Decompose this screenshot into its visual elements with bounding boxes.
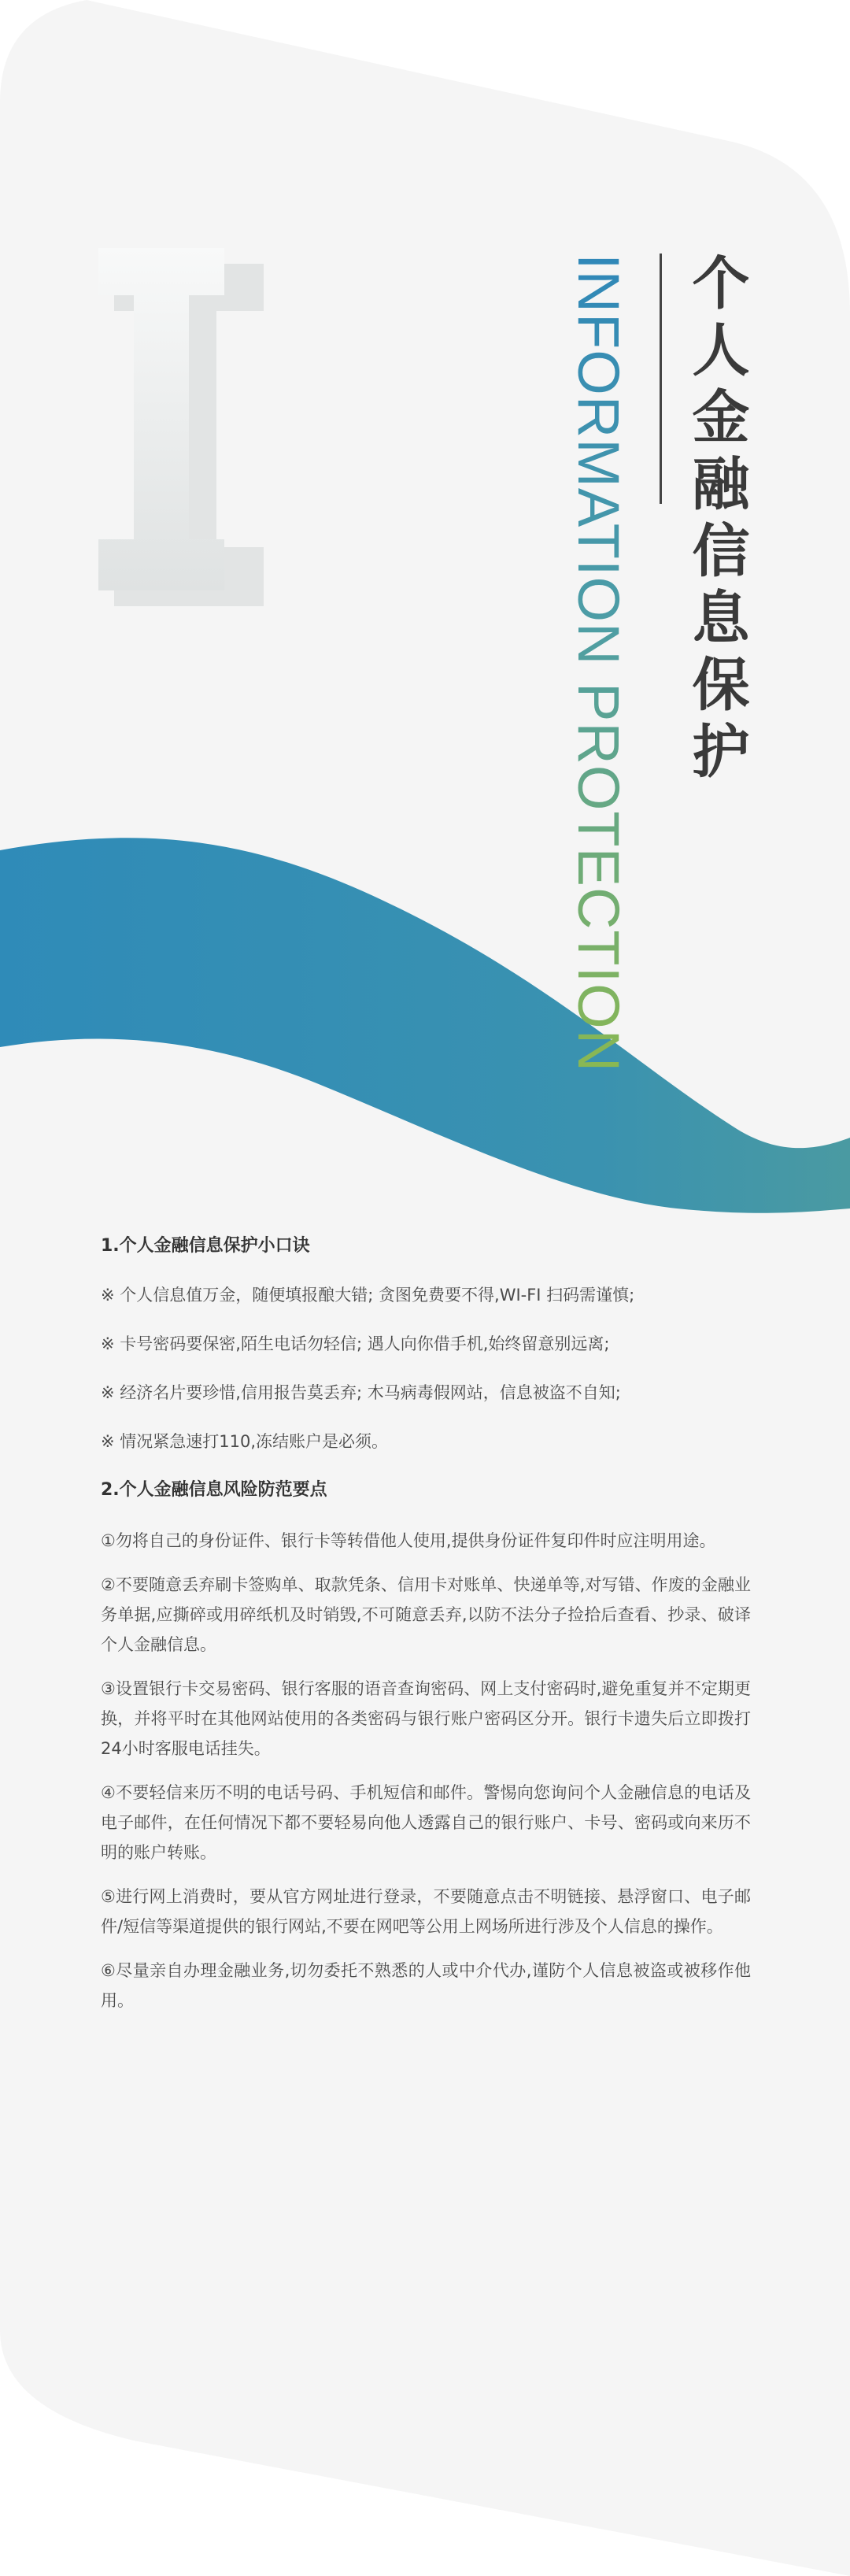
section2-paragraph: ②不要随意丢弃刷卡签购单、取款凭条、信用卡对账单、快递单等,对写错、作废的金融业务单据,应撕碎或用碎纸机及时销毁,不可随意丢弃,以防不法分子捡拾后查看、抄录、破译个人金融信息。 xyxy=(101,1575,751,1654)
main-content xyxy=(101,1233,751,2030)
page-title-english: INFORMATION PROTECTION xyxy=(562,254,634,1072)
section1-line: ※ 个人信息值万金，随便填报酿大错; 贪图免费要不得,WI-FI 扫码需谨慎; xyxy=(101,1286,635,1305)
page-title-chinese: 个人金融信息保护 xyxy=(692,250,750,786)
section1-line: ※ 情况紧急速打110,冻结账户是必须。 xyxy=(101,1432,389,1451)
section2-paragraph: ③设置银行卡交易密码、银行客服的语音查询密码、网上支付密码时,避免重复并不定期更换，并将平时在其他网站使用的各类密码与银行账户密码区分开。银行卡遗失后立即拨打24小时客服电话挂失。 xyxy=(101,1679,751,1758)
section1-line: ※ 经济名片要珍惜,信用报告莫丢弃; 木马病毒假网站，信息被盗不自知; xyxy=(101,1383,621,1402)
section2-paragraph: ④不要轻信来历不明的电话号码、手机短信和邮件。警惕向您询问个人金融信息的电话及电子邮件，在任何情况下都不要轻易向他人透露自己的银行账户、卡号、密码或向来历不明的账户转账。 xyxy=(101,1783,751,1862)
section1-line: ※ 卡号密码要保密,陌生电话勿轻信; 遇人向你借手机,始终留意别远离; xyxy=(101,1334,610,1353)
section1-heading: 1.个人金融信息保护小口诀 xyxy=(101,1236,310,1256)
section2-heading: 2.个人金融信息风险防范要点 xyxy=(101,1480,327,1500)
section2-paragraph: ⑤进行网上消费时，要从官方网址进行登录，不要随意点击不明链接、悬浮窗口、电子邮件/短信等渠道提供的银行网站,不要在网吧等公用上网场所进行涉及个人信息的操作。 xyxy=(101,1887,751,1936)
page-title-english-wrapper xyxy=(562,254,634,1073)
title-divider-line xyxy=(660,254,662,504)
section2-paragraph: ①勿将自己的身份证件、银行卡等转借他人使用,提供身份证件复印件时应注明用途。 xyxy=(101,1531,716,1550)
big-letter-i-graphic xyxy=(98,248,264,606)
section2-paragraph: ⑥尽量亲自办理金融业务,切勿委托不熟悉的人或中介代办,谨防个人信息被盗或被移作他用。 xyxy=(101,1961,751,2010)
